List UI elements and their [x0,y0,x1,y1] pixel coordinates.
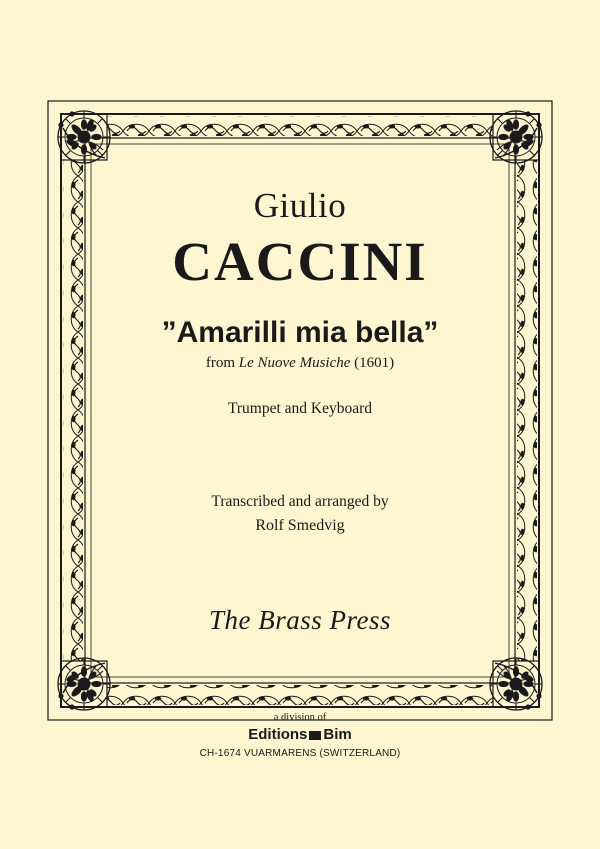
title-block [45,98,555,723]
work-title: ”Amarilli mia bella” [161,315,439,349]
source-collection-title: Le Nuove Musiche [238,355,351,372]
footer-division-line: a division of [273,712,327,723]
work-source [206,355,394,372]
footer-imprint [0,712,600,759]
arranger-name: Rolf Smedvig [255,517,345,535]
footer-publisher-name [0,726,600,743]
imprint-name-left: Editions [248,726,308,743]
source-year: (1601) [350,355,395,372]
imprint-block-icon [309,731,321,740]
footer-catalog-address: CH-1674 VUARMARENS (SWITZERLAND) [199,748,401,759]
composer-last-name: CACCINI [172,231,428,292]
source-prefix: from [205,355,239,372]
arranger-credit: Transcribed and arranged by [211,493,389,511]
publisher-logo: The Brass Press [208,605,391,636]
composer-first-name: Giulio [253,186,347,225]
imprint-name-right: Bim [323,726,352,743]
instrumentation: Trumpet and Keyboard [227,400,373,418]
